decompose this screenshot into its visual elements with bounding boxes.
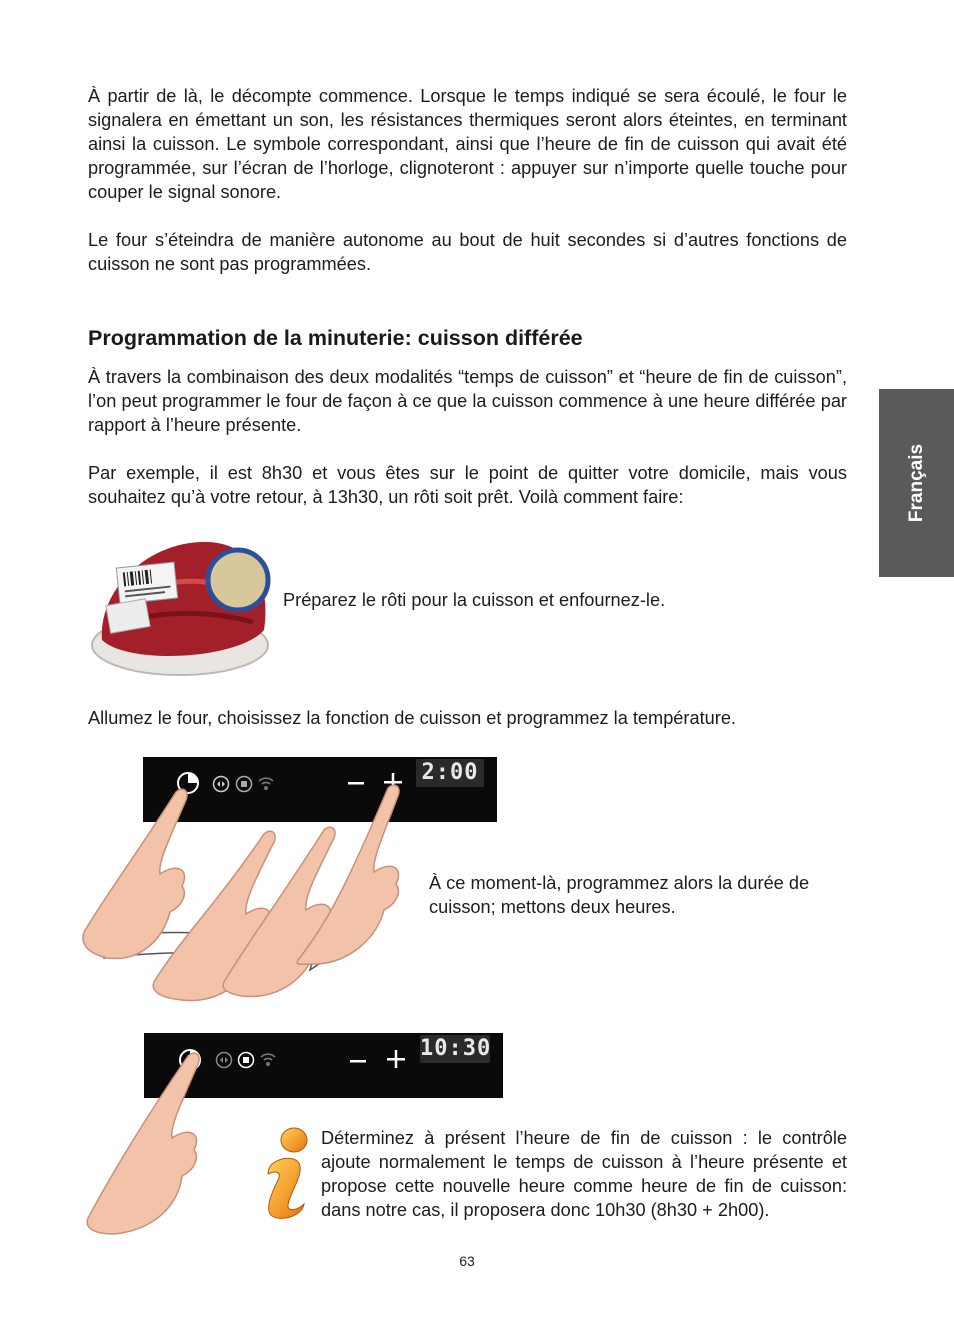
end-time-display: 10:30 — [420, 1036, 492, 1061]
step3-caption: Déterminez à présent l’heure de fin de cuisson : le contrôle ajoute normalement le temps de cuisson à l’heure présente et propose cette nouvelle heure comme heure de fin de cuisson: dans notre cas, il proposera donc 10h30 (8h30 + 2h00). — [321, 1128, 847, 1220]
intro-paragraph: À partir de là, le décompte commence. Lorsque le temps indiqué se sera écoulé, le four le signalera en émettant un son, les résistances thermiques seront alors éteintes, en terminant ainsi la cuisson. Le symbole correspondant, ainsi que l’heure de fin de cuisson qui avait été programmée, sur l’écran de l’horloge, clignoteront : appuyer sur n’importe quelle touche pour couper le signal sonore. — [88, 86, 847, 202]
auto-off-paragraph: Le four s’éteindra de manière autonome au bout de huit secondes si d’autres fonctions de cuisson ne sont pas programmées. — [88, 230, 847, 274]
hand-illustration — [84, 1050, 234, 1236]
info-icon — [258, 1126, 312, 1222]
step2-caption: À ce moment-là, programmez alors la durée de cuisson; mettons deux heures. — [429, 873, 810, 917]
hand-sequence-illustration — [78, 782, 428, 1012]
timer-display: 2:00 — [416, 759, 484, 787]
plus-icon[interactable] — [386, 1049, 406, 1069]
roast-image — [88, 530, 272, 680]
stop-icon[interactable] — [237, 1051, 255, 1069]
language-tab — [879, 389, 954, 577]
language-tab-label: Français — [905, 443, 927, 523]
oven-on-paragraph: Allumez le four, choisissez la fonction de cuisson et programmez la température. — [88, 708, 736, 728]
section-heading: Programmation de la minuterie: cuisson différée — [88, 326, 583, 350]
example-paragraph: Par exemple, il est 8h30 et vous êtes sur le point de quitter votre domicile, mais vous souhaitez qu’à votre retour, à 13h30, un rôti soit prêt. Voilà comment faire: — [88, 463, 847, 507]
page-number: 63 — [459, 1253, 475, 1269]
description-paragraph: À travers la combinaison des deux modalités “temps de cuisson” et “heure de fin de cuisson”, l’on peut programmer le four de façon à ce que la cuisson commence à une heure différée par rapport à l’heure présente. — [88, 367, 847, 435]
signal-icon[interactable] — [259, 1049, 277, 1069]
step1-caption: Préparez le rôti pour la cuisson et enfournez-le. — [283, 590, 666, 610]
minus-icon[interactable] — [349, 1057, 367, 1065]
